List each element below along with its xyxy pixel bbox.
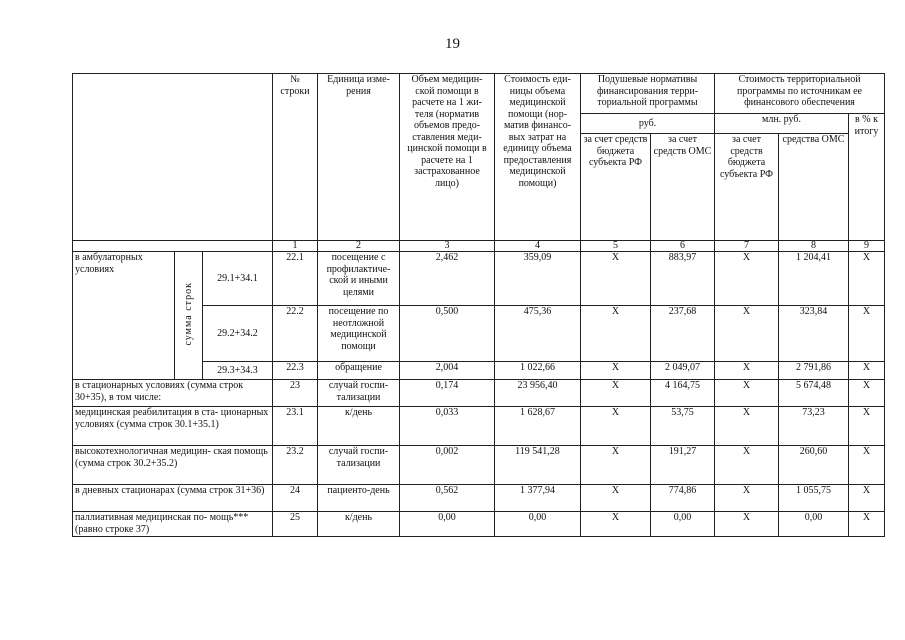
oms-mln: 2 791,86 — [779, 362, 849, 380]
volume: 0,00 — [400, 512, 495, 537]
pct-total: Х — [849, 512, 885, 537]
cost: 1 377,94 — [495, 485, 581, 512]
oms-rub: 191,27 — [651, 446, 715, 485]
budget-mln: Х — [715, 252, 779, 306]
oms-mln: 1 204,41 — [779, 252, 849, 306]
row-label: медицинская реабилитация в ста- ционарных условиях (сумма строк 30.1+35.1) — [73, 407, 273, 446]
cost: 1 022,66 — [495, 362, 581, 380]
unit: пациенто-день — [318, 485, 400, 512]
cost: 23 956,40 — [495, 380, 581, 407]
oms-mln: 323,84 — [779, 306, 849, 362]
budget-rub: Х — [581, 380, 651, 407]
budget-rub: Х — [581, 252, 651, 306]
ambulatory-label: в амбулаторных условиях — [73, 252, 175, 380]
row-no: 23.2 — [273, 446, 318, 485]
header-territorial: Стоимость территориальной программы по источникам ее финансового обеспечения — [715, 74, 885, 114]
budget-mln: Х — [715, 362, 779, 380]
col-number: 7 — [715, 241, 779, 252]
col-number: 3 — [400, 241, 495, 252]
formula: 29.2+34.2 — [203, 306, 273, 362]
col-number: 4 — [495, 241, 581, 252]
pct-total: Х — [849, 446, 885, 485]
oms-rub: 237,68 — [651, 306, 715, 362]
budget-rub: Х — [581, 407, 651, 446]
pct-total: Х — [849, 380, 885, 407]
oms-rub: 4 164,75 — [651, 380, 715, 407]
budget-mln: Х — [715, 446, 779, 485]
volume: 0,033 — [400, 407, 495, 446]
oms-mln: 260,60 — [779, 446, 849, 485]
oms-rub: 883,97 — [651, 252, 715, 306]
vertical-sum-label: сумма строк — [175, 252, 203, 380]
oms-mln: 5 674,48 — [779, 380, 849, 407]
header-row-no: № строки — [273, 74, 318, 241]
unit: посещение с профилактиче- ской и иными целями — [318, 252, 400, 306]
unit: случай госпи- тализации — [318, 380, 400, 407]
row-no: 23 — [273, 380, 318, 407]
oms-mln: 73,23 — [779, 407, 849, 446]
header-oms-mln: средства ОМС — [779, 134, 849, 241]
unit: к/день — [318, 407, 400, 446]
page-number: 19 — [445, 36, 460, 52]
pct-total: Х — [849, 306, 885, 362]
cost: 0,00 — [495, 512, 581, 537]
unit: к/день — [318, 512, 400, 537]
volume: 2,004 — [400, 362, 495, 380]
row-no: 22.2 — [273, 306, 318, 362]
row-no: 23.1 — [273, 407, 318, 446]
pct-total: Х — [849, 407, 885, 446]
volume: 2,462 — [400, 252, 495, 306]
cost: 359,09 — [495, 252, 581, 306]
header-volume: Объем медицин- ской помощи в расчете на 1 жи- теля (норматив объемов предо- ставления меди- цинской помощи в расчете на 1 застрахованное лицо) — [400, 74, 495, 241]
header-mln-rub: млн. руб. — [715, 114, 849, 134]
oms-rub: 2 049,07 — [651, 362, 715, 380]
header-budget-rub: за счет средств бюджета субъекта РФ — [581, 134, 651, 241]
budget-rub: Х — [581, 446, 651, 485]
col-num-blank — [73, 241, 273, 252]
row-label: высокотехнологичная медицин- ская помощь (сумма строк 30.2+35.2) — [73, 446, 273, 485]
pct-total: Х — [849, 485, 885, 512]
budget-rub: Х — [581, 306, 651, 362]
row-label: в стационарных условиях (сумма строк 30+35), в том числе: — [73, 380, 273, 407]
unit: обращение — [318, 362, 400, 380]
col-number: 9 — [849, 241, 885, 252]
row-label: в дневных стационарах (сумма строк 31+36) — [73, 485, 273, 512]
row-no: 25 — [273, 512, 318, 537]
cost: 1 628,67 — [495, 407, 581, 446]
budget-rub: Х — [581, 512, 651, 537]
oms-mln: 0,00 — [779, 512, 849, 537]
header-oms-rub: за счет средств ОМС — [651, 134, 715, 241]
col-number: 1 — [273, 241, 318, 252]
row-no: 22.1 — [273, 252, 318, 306]
budget-rub: Х — [581, 362, 651, 380]
header-cost: Стоимость еди- ницы объема медицинской помощи (нор- матив финансо- вых затрат на единицу объема предоставления медицинской помощи) — [495, 74, 581, 241]
volume: 0,500 — [400, 306, 495, 362]
oms-rub: 774,86 — [651, 485, 715, 512]
header-rub: руб. — [581, 114, 715, 134]
volume: 0,174 — [400, 380, 495, 407]
header-pct-total: в % к итогу — [849, 114, 885, 241]
oms-rub: 53,75 — [651, 407, 715, 446]
budget-mln: Х — [715, 512, 779, 537]
financing-table — [72, 73, 885, 537]
row-no: 22.3 — [273, 362, 318, 380]
formula: 29.3+34.3 — [203, 362, 273, 380]
oms-rub: 0,00 — [651, 512, 715, 537]
header-per-capita: Подушевые нормативы финансирования терри- ториальной программы — [581, 74, 715, 114]
unit: посещение по неотложной медицинской помощи — [318, 306, 400, 362]
pct-total: Х — [849, 362, 885, 380]
header-unit: Единица изме- рения — [318, 74, 400, 241]
cost: 119 541,28 — [495, 446, 581, 485]
volume: 0,562 — [400, 485, 495, 512]
pct-total: Х — [849, 252, 885, 306]
col-number: 2 — [318, 241, 400, 252]
budget-mln: Х — [715, 306, 779, 362]
unit: случай госпи- тализации — [318, 446, 400, 485]
col-number: 8 — [779, 241, 849, 252]
col-number: 5 — [581, 241, 651, 252]
budget-mln: Х — [715, 407, 779, 446]
col-number: 6 — [651, 241, 715, 252]
budget-mln: Х — [715, 380, 779, 407]
header-blank — [73, 74, 273, 241]
row-no: 24 — [273, 485, 318, 512]
row-label: паллиативная медицинская по- мощь***(равно строке 37) — [73, 512, 273, 537]
cost: 475,36 — [495, 306, 581, 362]
budget-mln: Х — [715, 485, 779, 512]
header-budget-mln: за счет средств бюджета субъекта РФ — [715, 134, 779, 241]
volume: 0,002 — [400, 446, 495, 485]
budget-rub: Х — [581, 485, 651, 512]
formula: 29.1+34.1 — [203, 252, 273, 306]
oms-mln: 1 055,75 — [779, 485, 849, 512]
